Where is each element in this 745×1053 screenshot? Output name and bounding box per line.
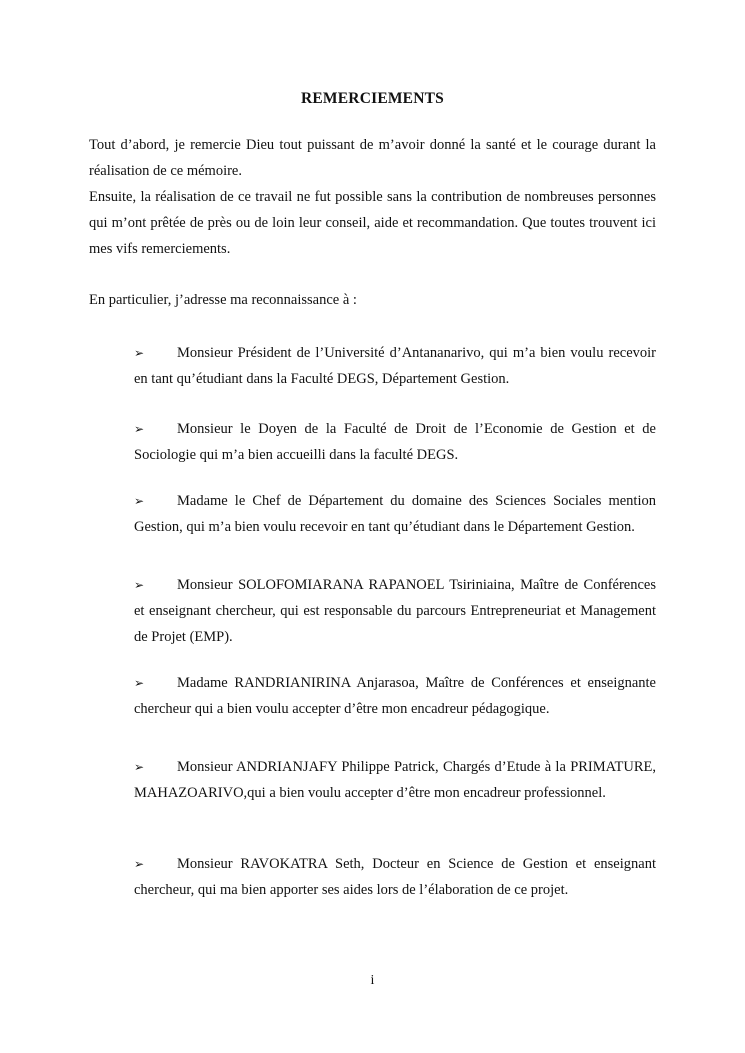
list-item	[134, 572, 656, 650]
arrow-bullet-icon: ➢	[134, 760, 145, 774]
intro-paragraph: Tout d’abord, je remercie Dieu tout puissant de m’avoir donné la santé et le courage durant la réalisation de ce mémoire.	[89, 137, 656, 179]
list-item	[134, 340, 656, 392]
arrow-bullet-icon: ➢	[134, 346, 145, 360]
reconnaissance-paragraph: En particulier, j’adresse ma reconnaissance à :	[89, 292, 357, 308]
page-number: i	[370, 973, 375, 988]
list-item	[134, 754, 656, 806]
arrow-bullet-icon: ➢	[134, 578, 145, 592]
list-item	[134, 488, 656, 540]
page-title: REMERCIEMENTS	[301, 90, 444, 107]
arrow-bullet-icon: ➢	[134, 422, 145, 436]
list-item	[134, 416, 656, 468]
list-item-text: Monsieur le Doyen de la Faculté de Droit de l’Economie de Gestion et de Sociologie qui m’a bien accueilli dans la faculté DEGS.	[134, 421, 656, 463]
arrow-bullet-icon: ➢	[134, 857, 145, 871]
list-item	[134, 670, 656, 722]
list-item-text: Monsieur ANDRIANJAFY Philippe Patrick, Chargés d’Etude à la PRIMATURE, MAHAZOARIVO,qui a bien voulu accepter d’être mon encadreur professionnel.	[134, 759, 656, 801]
list-item	[134, 851, 656, 903]
list-item-text: Madame RANDRIANIRINA Anjarasoa, Maître de Conférences et enseignante chercheur qui a bien voulu accepter d’être mon encadreur pédagogique.	[134, 675, 656, 717]
arrow-bullet-icon: ➢	[134, 494, 145, 508]
list-item-text: Madame le Chef de Département du domaine des Sciences Sociales mention Gestion, qui m’a bien voulu recevoir en tant qu’étudiant dans le Département Gestion.	[134, 493, 656, 535]
list-item-text: Monsieur SOLOFOMIARANA RAPANOEL Tsiriniaina, Maître de Conférences et enseignant chercheur, qui est responsable du parcours Entrepreneuriat et Management de Projet (EMP).	[134, 577, 656, 645]
arrow-bullet-icon: ➢	[134, 676, 145, 690]
list-item-text: Monsieur Président de l’Université d’Antananarivo, qui m’a bien voulu recevoir en tant qu’étudiant dans la Faculté DEGS, Département Gestion.	[134, 345, 656, 387]
list-item-text: Monsieur RAVOKATRA Seth, Docteur en Science de Gestion et enseignant chercheur, qui ma bien apporter ses aides lors de l’élaboration de ce projet.	[134, 856, 656, 898]
contribution-paragraph: Ensuite, la réalisation de ce travail ne fut possible sans la contribution de nombreuses personnes qui m’ont prêtée de près ou de loin leur conseil, aide et recommandation. Que toutes trouvent ici mes vifs remerciements.	[89, 189, 656, 257]
